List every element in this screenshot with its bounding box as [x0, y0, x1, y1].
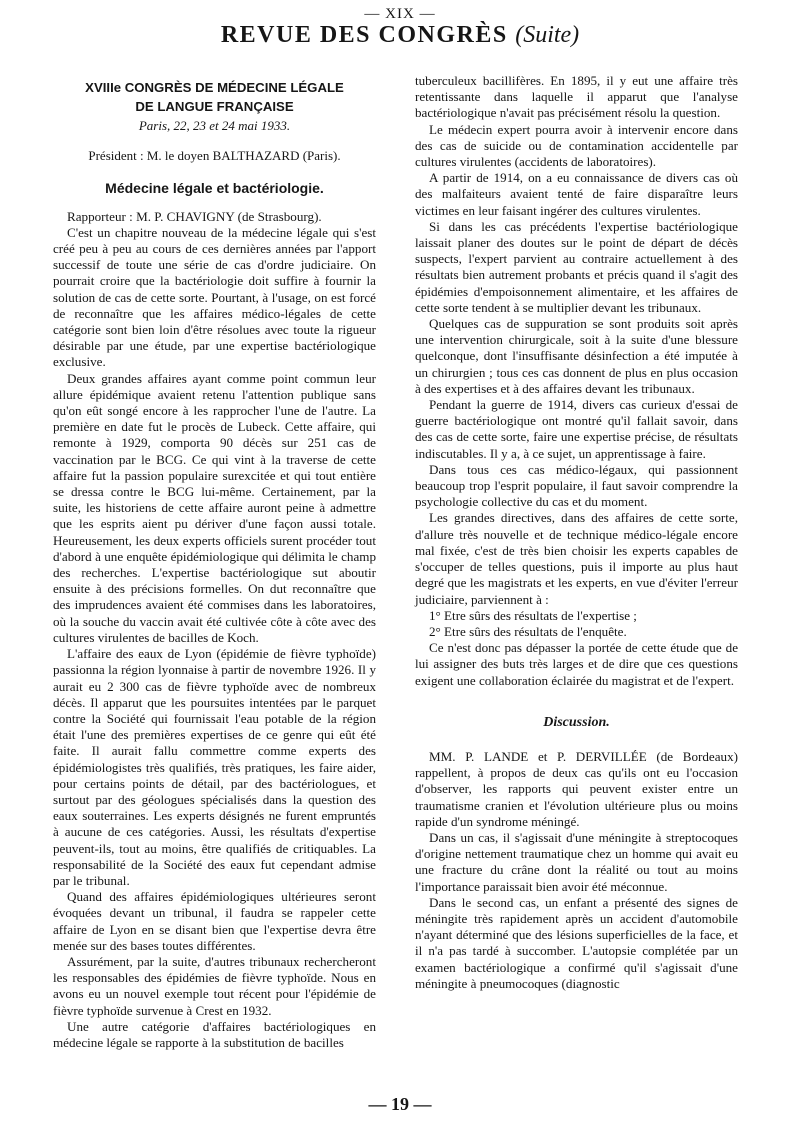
header-suite: (Suite) [515, 22, 580, 48]
paragraph: Dans le second cas, un enfant a présenté des signes de méningite très rapidement après un accident d'automobile n'ayant déterminé que des lésions superficielles de la face, et il n'a pas tardé à succomber. L'autopsie complétée par un examen bactériologique a confirmé qu'il s'agissait d'une méningite à pneumocoques (diagnostic [415, 894, 738, 991]
paragraph: Les grandes directives, dans des affaires de cette sorte, d'allure très nouvelle et de technique médico-légale encore mal fixée, c'est de très bien choisir les experts capables de s'occuper de telles questions, puis il importe au plus haut degré que les magistrats et les experts, en vue d'éviter l'erreur judiciaire, parviennent à : [415, 510, 738, 607]
congress-title-line1: XVIIIe CONGRÈS DE MÉDECINE LÉGALE [85, 80, 344, 95]
page-header [0, 22, 800, 49]
section-title: Médecine légale et bactériologie. [105, 180, 324, 197]
paragraph: Dans un cas, il s'agissait d'une méningite à streptocoques d'origine nettement traumatique chez un homme qui avait eu une fracture du crâne dont la réalité ou tout au moins l'importance paraissait bien avoir été méconnue. [415, 829, 738, 894]
paragraph: Ce n'est donc pas dépasser la portée de cette étude que de lui assigner des buts très larges et de dire que ces questions exigent une collaboration éclairée du magistrat et de l'expert. [415, 640, 738, 688]
discussion-title: Discussion. [543, 714, 610, 730]
paragraph: L'affaire des eaux de Lyon (épidémie de fièvre typhoïde) passionna la région lyonnaise à partir de novembre 1926. Il y aurait eu 2 300 cas de fièvre typhoïde avec de nombreux décès. Il apparut que les poursuites intentées par le parquet contre la Société qui fournissait l'eau potable de la région était l'une des premières expertises de ce genre qui eût été faite. Il aurait fallu commettre comme experts des épidémiologistes très qualifiés, très pratiques, les faire aider, pour certains points de détail, par des bactériologues, et surtout par des géologues spécialisés dans la question des eaux souterraines. Les experts désignés ne furent empruntés à aucune de ces catégories. Aussi, les résultats d'expertise peuvent-ils, tout au moins, être qualifiés de critiquables. La responsabilité de la Société des eaux fut cependant admise par le tribunal. [53, 646, 376, 888]
paragraph: Assurément, par la suite, d'autres tribunaux rechercheront les responsables des épidémies de fièvre typhoïde. Nous en avons eu un nouvel exemple tout récent pour l'épidémie de fièvre typhoïde survenue à Crest en 1932. [53, 953, 376, 1018]
roman-page-number: — XIX — [364, 6, 436, 22]
left-column [53, 72, 376, 1051]
paragraph: Quand des affaires épidémiologiques ultérieures seront évoquées devant un tribunal, il faudra se rappeler cette affaire de Lyon en se disant bien que l'expertise devra être menée sur des bases toutes différentes. [53, 889, 376, 953]
paragraph: Si dans les cas précédents l'expertise bactériologique laissait planer des doutes sur le point de départ de décès suspects, l'expert parvient au contraire actuellement à des résultats bien autrement probants et précis quand il s'agit des épidémies d'empoisonnement alimentaire, et les affaires de cette sorte tendent à se multiplier devant les tribunaux. [415, 218, 738, 315]
paragraph: C'est un chapitre nouveau de la médecine légale qui s'est créé peu à peu au cours de ces dernières années par l'apport successif de toute une série de cas d'ordre judiciaire. On pourrait croire que la bactériologie doit suffire à fournir la solution de cas de cette sorte. Pourtant, à l'usage, on est forcé de reconnaître que les affaires médico-légales de cette catégorie sont bien loin d'être résolues avec toute la rigueur désirable par une étude, par une expertise bactériologique exclusive. [53, 224, 376, 370]
paragraph: A partir de 1914, on a eu connaissance de divers cas où des malfaiteurs avaient tenté de faire disparaître leurs victimes en leur faisant ingérer des cultures virulentes. [415, 170, 738, 218]
paragraph: MM. P. LANDE et P. DERVILLÉE (de Bordeaux) rappellent, à propos de deux cas qu'ils ont eu l'occasion d'observer, les rapports qui peuvent exister entre un traumatisme cranien et l'évolution ultérieure plus ou moins rapide d'un syndrome méningé. [415, 748, 738, 829]
rapporteur-line: Rapporteur : M. P. CHAVIGNY (de Strasbourg). [67, 208, 322, 224]
list-item: 2° Etre sûrs des résultats de l'enquête. [429, 623, 627, 639]
list-item: 1° Etre sûrs des résultats de l'expertise ; [429, 607, 637, 623]
right-column [415, 73, 738, 992]
paragraph: Deux grandes affaires ayant comme point commun leur allure épidémique avaient retenu l'attention publique sans qu'on eût songé encore à les rapprocher l'une de l'autre. La première en date fut le procès de Lubeck. Cette affaire, qui remonte à 1929, comporta 90 décès sur 251 cas de vaccination par le BCG. Ce qui vint à la traverse de cette affaire fut la passion populaire surexcitée et qui tout entière se dressa contre le BCG lui-même. Certainement, par la suite, les historiens de cette affaire auront peine à admettre que les esprits aient pu dériver d'une façon aussi totale. Heureusement, les deux experts officiels surent procéder tout d'abord à une enquête épidémiologique qui délimita le champ des recherches. L'expertise bactériologique sut aboutir ensuite à des précisions formelles. On dut reconnaître que des imprudences avaient été commises dans les laboratoires, où la souche du vaccin avait été cultivée côte à côte avec des cultures virulentes de bacilles de Koch. [53, 370, 376, 645]
header-title: REVUE DES CONGRÈS [220, 22, 508, 48]
paragraph: Dans tous ces cas médico-légaux, qui passionnent beaucoup trop l'esprit populaire, il faut savoir comprendre la psychologie collective du cas et du moment. [415, 461, 738, 510]
page-number: — 19 — [368, 1094, 432, 1114]
congress-title-line2: DE LANGUE FRANÇAISE [135, 99, 294, 114]
paragraph: Pendant la guerre de 1914, divers cas curieux d'essai de guerre bactériologique ont montré qu'il fallait savoir, dans des cas de cette sorte, faire une expertise précise, de résultats indiscutables. Il y a, à ce sujet, un apprentissage à faire. [415, 397, 738, 461]
paragraph: Quelques cas de suppuration se sont produits soit après une intervention chirurgicale, soit à la suite d'une blessure quelconque, dont l'insuffisante désinfection a été imputée à un chirurgien ; tous ces cas donnent de plus en plus occasion à des expertises et à des affaires devant les tribunaux. [415, 316, 738, 396]
congress-title [53, 78, 376, 116]
paragraph: tuberculeux bacillifères. En 1895, il y eut une affaire très retentissante dans laquelle il apparut que l'analyse bactériologique n'avait pas précisément résolu la question. [415, 73, 738, 121]
congress-dates: Paris, 22, 23 et 24 mai 1933. [138, 118, 291, 133]
paragraph: Une autre catégorie d'affaires bactériologiques en médecine légale se rapporte à la substitution de bacilles [53, 1018, 376, 1050]
paragraph: Le médecin expert pourra avoir à intervenir encore dans des cas de suicide ou de contamination accidentelle par cultures virulentes (accidents de laboratoires). [415, 121, 738, 170]
congress-president: Président : M. le doyen BALTHAZARD (Paris). [88, 148, 341, 164]
